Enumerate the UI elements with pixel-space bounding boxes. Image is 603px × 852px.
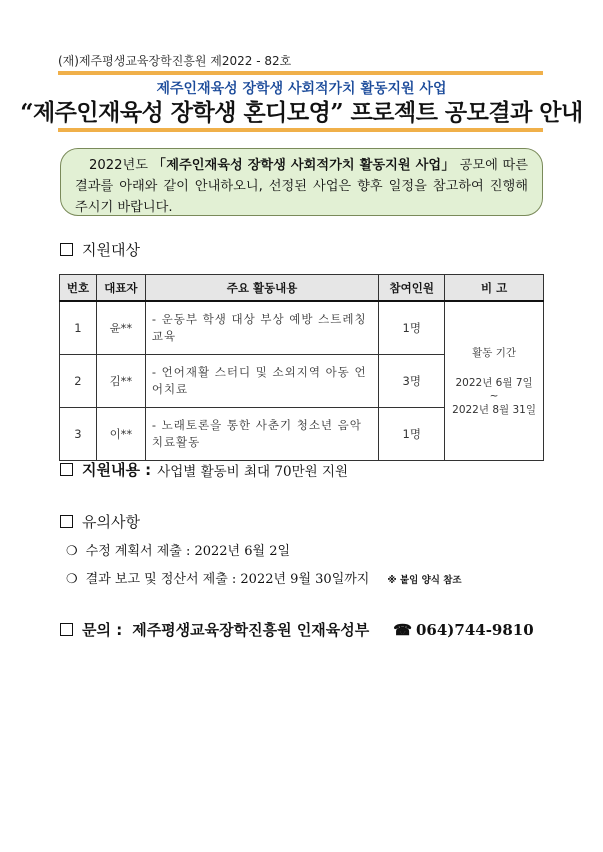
row-no: 2 (60, 355, 97, 408)
col-header-rep: 대표자 (96, 275, 145, 302)
note-item-text: 결과 보고 및 정산서 제출 : 2022년 9월 30일까지 (85, 572, 370, 587)
notice-text-1: 2022년도 (89, 158, 153, 173)
notice-text-2: 공모에 따른 결과를 아래와 같이 안내하오니, 선정된 사업은 향후 일정을 참고하여 진행해 주시기 바랍니다. (75, 158, 528, 215)
notice-program-name: 「제주인재육성 장학생 사회적가치 활동지원 사업」 (152, 158, 456, 173)
checkbox-icon (60, 243, 73, 256)
row-rep: 윤** (96, 301, 145, 355)
page-title: “제주인재육성 장학생 혼디모영” 프로젝트 공모결과 안내 (20, 99, 583, 126)
note-item-text: 수정 계획서 제출 : 2022년 6월 2일 (85, 544, 291, 559)
section-target-title: 지원대상 (82, 241, 140, 259)
checkbox-icon (60, 623, 73, 636)
contact-title: 문의 : (82, 621, 123, 639)
section-notes-title: 유의사항 (82, 513, 140, 531)
period-tilde: ~ (489, 389, 499, 402)
contact-org: 제주평생교육장학진흥원 인재육성부 (132, 621, 370, 639)
row-activity: - 노래토론을 통한 사춘기 청소년 음악 치료활동 (145, 408, 378, 461)
col-header-count: 참여인원 (379, 275, 445, 302)
col-header-note: 비 고 (445, 275, 544, 302)
col-header-activity: 주요 활동내용 (145, 275, 378, 302)
table-row (60, 301, 544, 355)
notice-box (60, 148, 543, 216)
table-header-row (60, 275, 544, 302)
row-no: 1 (60, 301, 97, 355)
section-support (60, 459, 348, 480)
document-number: (재)제주평생교육장학진흥원 제2022 - 82호 (58, 54, 292, 68)
activity-period-note (445, 301, 544, 461)
note-item (66, 540, 290, 559)
title-bottom-rule (58, 128, 543, 132)
selection-table (59, 274, 544, 461)
note-item (66, 568, 462, 587)
row-rep: 김** (96, 355, 145, 408)
circle-bullet-icon: ❍ (66, 572, 78, 587)
section-target (60, 239, 140, 260)
row-count: 3명 (379, 355, 445, 408)
title-top-rule (58, 71, 543, 75)
row-rep: 이** (96, 408, 145, 461)
row-count: 1명 (379, 301, 445, 355)
contact-line (60, 619, 534, 640)
section-notes (60, 511, 140, 532)
period-end: 2022년 8월 31일 (452, 403, 537, 416)
circle-bullet-icon: ❍ (66, 544, 78, 559)
phone-icon: ☎ (393, 620, 412, 639)
contact-phone (393, 621, 533, 639)
phone-number: 064)744-9810 (415, 620, 534, 639)
checkbox-icon (60, 463, 73, 476)
period-label: 활동 기간 (472, 346, 517, 359)
col-header-no: 번호 (60, 275, 97, 302)
section-support-content: 사업별 활동비 최대 70만원 지원 (157, 463, 349, 480)
row-no: 3 (60, 408, 97, 461)
period-start: 2022년 6월 7일 (455, 376, 533, 389)
row-activity: - 언어재활 스터디 및 소외지역 아동 언어치료 (145, 355, 378, 408)
subtitle: 제주인재육성 장학생 사회적가치 활동지원 사업 (156, 81, 447, 97)
row-count: 1명 (379, 408, 445, 461)
row-activity: - 운동부 학생 대상 부상 예방 스트레칭 교육 (145, 301, 378, 355)
section-support-title: 지원내용 : (82, 461, 152, 479)
checkbox-icon (60, 515, 73, 528)
attachment-note: ※ 붙임 양식 참조 (387, 575, 462, 586)
